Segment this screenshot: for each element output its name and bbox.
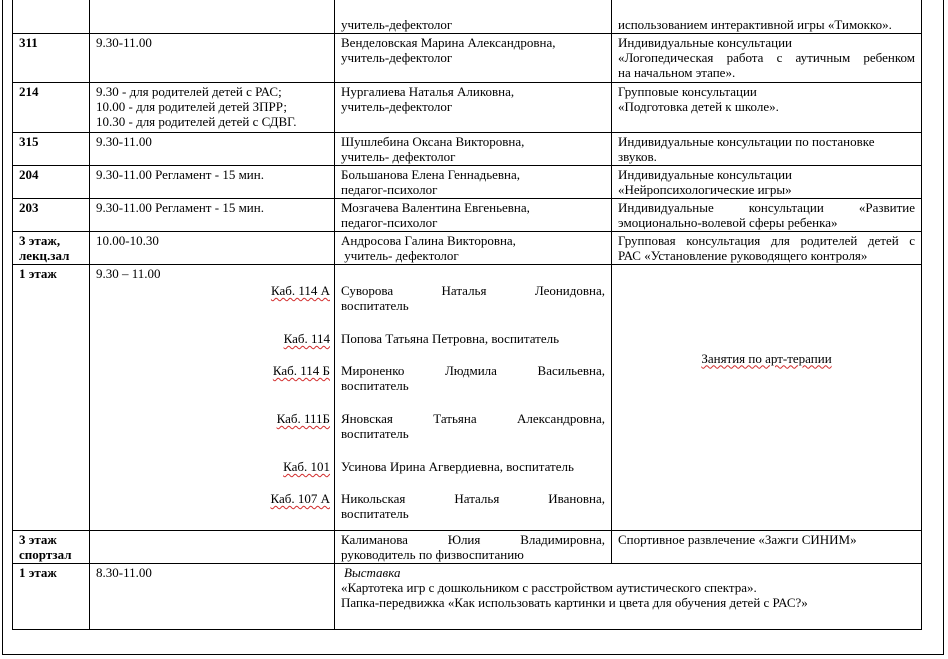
room-cell: 1 этаж [13, 564, 90, 630]
person-role: педагог-психолог [341, 182, 438, 197]
room-cell: 311 [13, 34, 90, 83]
room-cell [13, 0, 90, 34]
person-role: воспитатель [341, 426, 409, 441]
time-cell: 9.30-11.00 Регламент - 15 мин. [90, 166, 335, 199]
cabinet-label: Каб. 114 А [270, 283, 330, 298]
person-role: учитель-дефектолог [341, 99, 453, 114]
event-topic: «Подготовка детей к школе». [618, 99, 779, 114]
person-name: Калиманова Юлия Владимировна, [341, 532, 605, 547]
cabinet-label: Каб. 111Б [276, 411, 330, 426]
event-text: использованием интерактивной игры «Тимокко». [618, 17, 892, 32]
person-cell [335, 531, 612, 564]
event-topic: эмоционально-волевой сферы ребенка» [618, 215, 838, 230]
person-role: руководитель по физвоспитанию [341, 547, 524, 562]
person-role: воспитатель [341, 506, 409, 521]
event-cell [612, 34, 922, 83]
person-name: Попова Татьяна Петровна, воспитатель [341, 331, 560, 346]
exhibit-title: Выставка [344, 565, 401, 580]
person-role: педагог-психолог [341, 215, 438, 230]
schedule-table [12, 0, 922, 630]
time-cell [90, 531, 335, 564]
event-topic: звуков. [618, 149, 657, 164]
table-row [13, 166, 922, 199]
time-line: 10.30 - для родителей детей с СДВГ. [96, 114, 297, 129]
time-cell: 10.00-10.30 [90, 232, 335, 265]
room-cell: 1 этаж [13, 265, 90, 531]
event-topic-cont: на начальном этапе». [618, 65, 736, 80]
table-row [13, 83, 922, 133]
person-cell [335, 265, 612, 531]
person-name: Андросова Галина Викторовна, [341, 233, 516, 248]
person-cell [335, 199, 612, 232]
table-row [13, 232, 922, 265]
cabinet-label: Каб. 107 А [270, 491, 330, 506]
time-cell: 9.30-11.00 [90, 34, 335, 83]
person-cell [335, 0, 612, 34]
person-name: Венделовская Марина Александровна, [341, 35, 556, 50]
person-role: воспитатель [341, 378, 409, 393]
person-name: Яновская Татьяна Александровна, [341, 411, 605, 426]
time-line: 10.00 - для родителей детей ЗПРР; [96, 99, 288, 114]
room-cell: 315 [13, 133, 90, 166]
person-role: учитель-дефектолог [341, 17, 453, 32]
event-cell [612, 166, 922, 199]
table-row [13, 0, 922, 34]
event-cell [612, 199, 922, 232]
person-name: Большанова Елена Геннадьевна, [341, 167, 521, 182]
time-cell [90, 0, 335, 34]
cabinet-label: Каб. 101 [283, 459, 330, 474]
event-text: Занятия по арт-терапии [701, 350, 832, 366]
time-cell [90, 265, 335, 531]
event-topic: РАС «Установление руководящего контроля» [618, 248, 868, 263]
event-type: Групповые консультации [618, 84, 757, 99]
person-name: Никольская Наталья Ивановна, [341, 491, 605, 506]
exhibit-cell [335, 564, 922, 630]
exhibit-item: Папка-передвижка «Как использовать картинки и цвета для обучения детей с РАС?» [341, 595, 808, 610]
person-role: учитель-дефектолог [341, 50, 453, 65]
table-row [13, 265, 922, 531]
event-cell [612, 83, 922, 133]
person-role: воспитатель [341, 298, 409, 313]
event-topic: «Нейропсихологические игры» [618, 182, 792, 197]
time-cell: 8.30-11.00 [90, 564, 335, 630]
room-cell [13, 232, 90, 265]
event-cell: Спортивное развлечение «Зажги СИНИМ» [612, 531, 922, 564]
event-type: Индивидуальные консультации [618, 167, 793, 182]
event-type: Индивидуальные консультации «Развитие [618, 200, 915, 215]
exhibit-item: «Картотека игр с дошкольником с расстройством аутистического спектра». [341, 580, 757, 595]
room-floor: 3 этаж, [19, 233, 61, 248]
time-cell [90, 83, 335, 133]
room-hall: спортзал [19, 547, 72, 562]
person-name: Шушлебина Оксана Викторовна, [341, 134, 525, 149]
time-range: 9.30 – 11.00 [96, 266, 161, 281]
room-cell: 203 [13, 199, 90, 232]
event-cell [612, 265, 922, 531]
person-name: Мозгачева Валентина Евгеньевна, [341, 200, 530, 215]
person-role: учитель- дефектолог [341, 149, 456, 164]
person-name: Суворова Наталья Леонидовна, [341, 283, 605, 298]
person-name: Усинова Ирина Агвердиевна, воспитатель [341, 459, 574, 474]
table-row [13, 531, 922, 564]
table-row [13, 199, 922, 232]
person-cell [335, 166, 612, 199]
event-type: Индивидуальные консультации [618, 35, 793, 50]
event-type: Индивидуальные консультации по постановке [618, 134, 875, 149]
room-cell: 214 [13, 83, 90, 133]
cabinet-label: Каб. 114 [283, 331, 330, 346]
room-hall: лекц.зал [19, 248, 70, 263]
room-cell: 204 [13, 166, 90, 199]
table-row [13, 34, 922, 83]
person-cell [335, 232, 612, 265]
event-type: Групповая консультация для родителей детей с [618, 233, 915, 248]
person-role: учитель- дефектолог [341, 248, 459, 263]
time-cell: 9.30-11.00 [90, 133, 335, 166]
event-topic: «Логопедическая работа с аутичным ребенком [618, 50, 915, 65]
event-cell [612, 232, 922, 265]
time-cell: 9.30-11.00 Регламент - 15 мин. [90, 199, 335, 232]
person-name: Нургалиева Наталья Аликовна, [341, 84, 515, 99]
room-floor: 3 этаж [19, 532, 57, 547]
room-cell [13, 531, 90, 564]
event-cell [612, 133, 922, 166]
person-name: Мироненко Людмила Васильевна, [341, 363, 605, 378]
person-cell [335, 34, 612, 83]
person-cell [335, 83, 612, 133]
event-cell [612, 0, 922, 34]
table-row [13, 133, 922, 166]
person-cell [335, 133, 612, 166]
time-line: 9.30 - для родителей детей с РАС; [96, 84, 282, 99]
table-row [13, 564, 922, 630]
cabinet-label: Каб. 114 Б [272, 363, 330, 378]
